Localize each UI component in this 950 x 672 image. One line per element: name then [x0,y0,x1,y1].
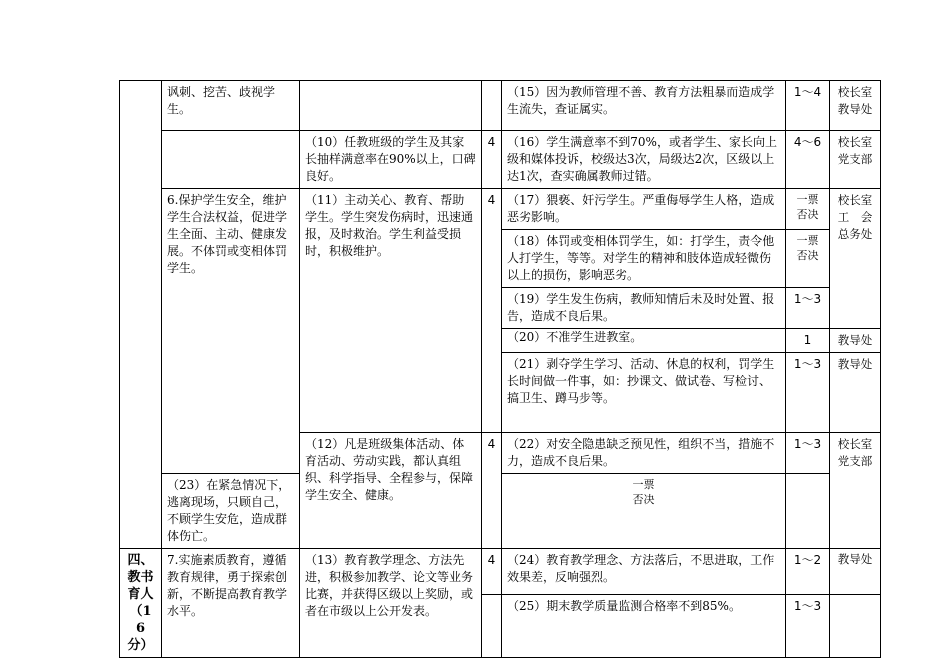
deduction-item-cell: （25）期末教学质量监测合格率不到85%。 [502,595,786,658]
deduction-item-cell: （22）对安全隐患缺乏预见性，组织不当，措施不力，造成不良后果。 [502,433,786,474]
detail-cell [300,81,482,131]
responsible-dept-cell: 校长室 党支部 [830,433,881,549]
deduction-score-cell: 一票 否决 [786,189,830,230]
table-row [120,81,881,131]
responsible-dept-cell: 校长室 党支部 [830,131,881,189]
points-cell: 4 [482,549,502,595]
responsible-dept-cell [830,595,881,658]
table-row [120,549,881,595]
deduction-item-cell: （17）猥亵、奸污学生。严重侮辱学生人格，造成恶劣影响。 [502,189,786,230]
detail-cell: （11）主动关心、教育、帮助学生。学生突发伤病时，迅速通报，及时救治。学生利益受损时，积极维护。 [300,189,482,433]
standard-cell: 讽刺、挖苦、歧视学生。 [162,81,300,131]
evaluation-table [119,80,881,658]
detail-cell: （10）任教班级的学生及其家长抽样满意率在90%以上，口碑良好。 [300,131,482,189]
detail-cell: （13）教育教学理念、方法先进，积极参加教学、论文等业务比赛，并获得区级以上奖励，或者在市级以上公开发表。 [300,549,482,658]
deduction-score-cell: 1～4 [786,81,830,131]
category-label: 四、 教书 育人 （16 分） [120,549,162,658]
deduction-item-cell: （24）教育教学理念、方法落后，不思进取，工作效果差，反响强烈。 [502,549,786,595]
deduction-item-cell: （19）学生发生伤病，教师知情后未及时处置、报告，造成不良后果。 [502,288,786,329]
deduction-score-cell: 1～3 [786,433,830,474]
points-cell [482,595,502,658]
category-cell [120,81,162,549]
responsible-dept-cell: 教导处 [830,329,881,353]
detail-cell: （12）凡是班级集体活动、体育活动、劳动实践，都认真组织、科学指导、全程参与，保障学生安全、健康。 [300,433,482,549]
responsible-dept-cell: 教导处 [830,549,881,595]
standard-cell: 7.实施素质教育，遵循教育规律，勇于探索创新，不断提高教育教学水平。 [162,549,300,658]
standard-cell [162,131,300,189]
deduction-score-cell: 1～3 [786,595,830,658]
points-cell [482,81,502,131]
deduction-score-cell: 一票 否决 [502,474,786,549]
deduction-score-cell: 1～3 [786,353,830,433]
responsible-dept-cell: 教导处 [830,353,881,433]
deduction-item-cell: （23）在紧急情况下，逃离现场，只顾自己，不顾学生安危，造成群体伤亡。 [162,474,300,549]
points-cell: 4 [482,433,502,549]
deduction-item-cell: （21）剥夺学生学习、活动、休息的权利，罚学生长时间做一件事，如：抄课文、做试卷、写检讨、搞卫生、蹲马步等。 [502,353,786,433]
table-row [120,189,881,230]
deduction-score-cell: 1～3 [786,288,830,329]
responsible-dept-cell: 校长室 教导处 [830,81,881,131]
deduction-item-cell: （15）因为教师管理不善、教育方法粗暴而造成学生流失，查证属实。 [502,81,786,131]
deduction-item-cell: （20）不准学生进教室。 [502,329,786,353]
responsible-dept-cell: 校长室 工 会 总务处 [830,189,881,329]
points-cell: 4 [482,131,502,189]
deduction-item-cell: （16）学生满意率不到70%，或者学生、家长向上级和媒体投诉，校级达3次，局级达2次，区级以上达1次，查实确属教师过错。 [502,131,786,189]
points-cell: 4 [482,189,502,433]
deduction-score-cell: 4～6 [786,131,830,189]
deduction-score-cell: 1 [786,329,830,353]
standard-cell: 6.保护学生安全，维护学生合法权益，促进学生全面、主动、健康发展。不体罚或变相体罚学生。 [162,189,300,474]
deduction-score-cell: 1～2 [786,549,830,595]
table-row [120,131,881,189]
deduction-score-cell: 一票 否决 [786,230,830,288]
deduction-item-cell: （18）体罚或变相体罚学生，如：打学生，责令他人打学生，等等。对学生的精神和肢体造成轻微伤以上的损伤，影响恶劣。 [502,230,786,288]
